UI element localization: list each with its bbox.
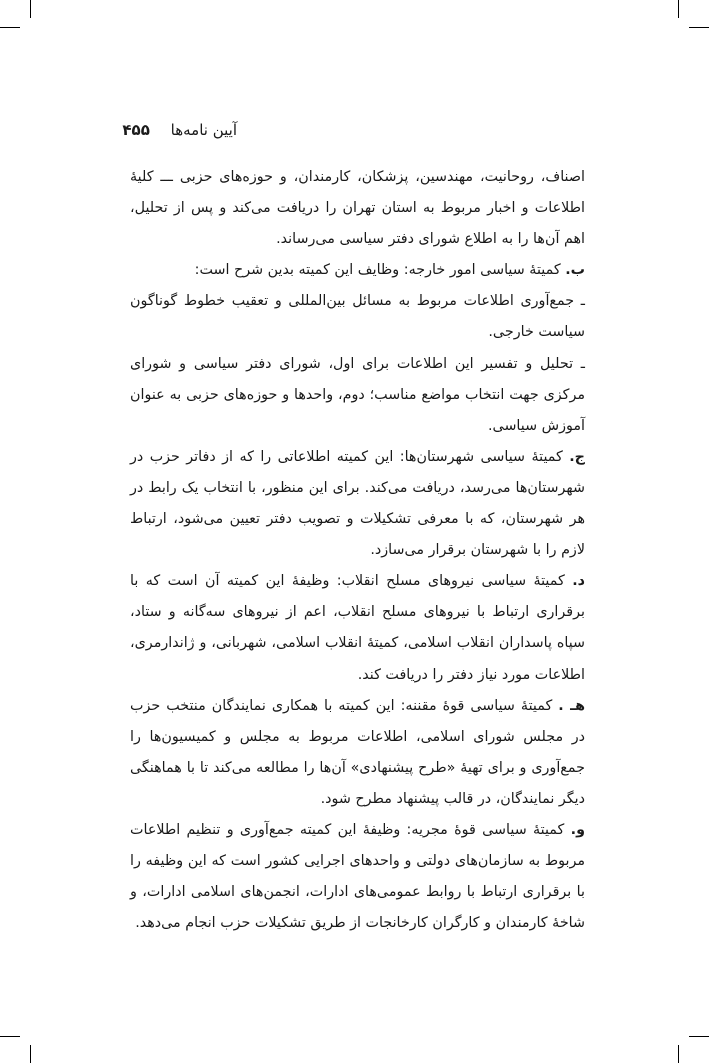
crop-mark [689, 1036, 709, 1037]
crop-mark [678, 1045, 679, 1063]
crop-mark [30, 0, 31, 18]
paragraph-text: ـ تحلیل و تفسیر این اطلاعات برای اول، شورای دفتر سیاسی و شورای مرکزی جهت انتخاب مواضع مناسب؛ دوم، واحدها و حوزه‌های حزبی به عنوان آموزش سیاسی. [130, 355, 585, 434]
paragraph-text: کمیتهٔ سیاسی قوهٔ مجریه: وظیفهٔ این کمیته جمع‌آوری و تنظیم اطلاعات مربوط به سازمان‌های دولتی و واحدهای اجرایی کشور است که این وظیفه را با برقراری ارتباط با روابط عمومی‌های ادارات، انجمن‌های اسلامی ادارات، و شاخهٔ کارمندان و کارگران کارخانجات از طریق تشکیلات حزب انجام می‌دهد. [130, 821, 585, 932]
body-text [130, 162, 585, 939]
crop-mark [30, 1045, 31, 1063]
page-number: ۴۵۵ [122, 121, 150, 139]
paragraph-text: ـ جمع‌آوری اطلاعات مربوط به مسائل بین‌المللی و تعقیب خطوط گوناگون سیاست خارجی. [130, 293, 585, 341]
paragraph [130, 349, 585, 442]
paragraph-text: کمیتهٔ سیاسی نیروهای مسلح انقلاب: وظیفهٔ این کمیته آن است که با برقراری ارتباط با نیروهای مسلح انقلاب، اعم از نیروهای سه‌گانه و ستاد، سپاه پاسداران انقلاب اسلامی، کمیتهٔ انقلاب اسلامی، شهربانی، و ژاندارمری، اطلاعات مورد نیاز دفتر را دریافت کند. [130, 573, 585, 683]
crop-mark [0, 1036, 20, 1037]
crop-mark [0, 27, 20, 28]
paragraph-text: کمیتهٔ سیاسی امور خارجه: وظایف این کمیته بدین شرح است: [194, 262, 566, 279]
paragraph-text: اصناف، روحانیت، مهندسین، پزشکان، کارمندان، و حوزه‌های حزبی ـــ کلیهٔ اطلاعات و اخبار مربوط به استان تهران را دریافت می‌کند و پس از تحلیل، اهم آن‌ها را به اطلاع شورای دفتر سیاسی می‌رساند. [130, 169, 585, 248]
paragraph [130, 255, 585, 286]
paragraph-lead: هـ . [558, 697, 585, 714]
paragraph [130, 442, 585, 566]
paragraph-text: کمیتهٔ سیاسی قوهٔ مقننه: این کمیته با همکاری نمایندگان منتخب حزب در مجلس شورای اسلامی، اطلاعات مربوط به مجلس و کمیسیون‌ها را جمع‌آوری و برای تهیهٔ «طرح پیشنهادی» آن‌ها را مطالعه می‌کند تا با هماهنگی دیگر نمایندگان، در قالب پیشنهاد مطرح شود. [130, 697, 585, 807]
crop-mark [689, 27, 709, 28]
paragraph [130, 162, 585, 255]
running-header [100, 121, 237, 139]
paragraph [130, 286, 585, 348]
paragraph [130, 566, 585, 690]
paragraph-lead: د. [572, 573, 585, 590]
paragraph [130, 691, 585, 815]
paragraph-text: کمیتهٔ سیاسی شهرستان‌ها: این کمیته اطلاعاتی را که از دفاتر حزب در شهرستان‌ها می‌رسد، دریافت می‌کند. برای این منظور، با انتخاب یک رابط در هر شهرستان، که با معرفی تشکیلات و تصویب دفتر تعیین می‌شود، ارتباط لازم را با شهرستان برقرار می‌سازد. [130, 448, 585, 559]
paragraph-lead: ج. [569, 448, 585, 465]
paragraph [130, 815, 585, 939]
header-title: آیین نامه‌ها [170, 121, 237, 139]
paragraph-lead: ب. [565, 262, 585, 279]
crop-mark [678, 0, 679, 18]
paragraph-lead: و. [570, 821, 585, 838]
